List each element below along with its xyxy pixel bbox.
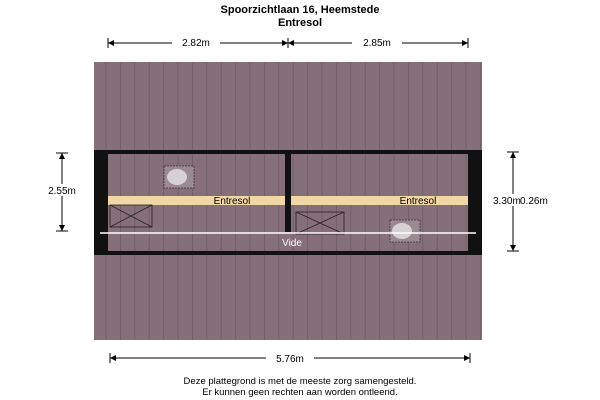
- arrowhead: [510, 152, 516, 158]
- arrowhead: [462, 40, 468, 46]
- room-label-entresol-right: Entresol: [399, 196, 437, 207]
- beam-right: [291, 196, 468, 205]
- dim-right-height: 3.30m: [493, 196, 521, 207]
- arrowhead: [510, 245, 516, 251]
- dim-top-left: 2.82m: [182, 38, 210, 49]
- skylight-window-right: [390, 220, 420, 242]
- arrowhead: [288, 40, 294, 46]
- dim-top-right: 2.85m: [363, 38, 391, 49]
- beam-left: [108, 196, 285, 205]
- arrowhead: [464, 355, 470, 361]
- arrowhead: [108, 40, 114, 46]
- floor-name: Entresol: [277, 17, 322, 29]
- room-label-entresol-left: Entresol: [213, 196, 251, 207]
- arrowhead: [110, 355, 116, 361]
- plan-address: Spoorzichtlaan 16, Heemstede: [220, 4, 380, 16]
- disclaimer-line-1: Deze plattegrond is met de meeste zorg samengesteld.: [183, 376, 417, 387]
- arrowhead: [59, 153, 65, 159]
- disclaimer-line-2: Er kunnen geen rechten aan worden ontleend.: [202, 387, 398, 398]
- room-label-void: Vide: [282, 238, 302, 249]
- arrowhead: [59, 225, 65, 231]
- dim-right-small: 0.26m: [520, 196, 548, 207]
- arrowhead: [282, 40, 288, 46]
- dim-left-height: 2.55m: [48, 186, 76, 197]
- dim-bottom-width: 5.76m: [276, 354, 304, 365]
- skylight-window-left: [164, 166, 194, 188]
